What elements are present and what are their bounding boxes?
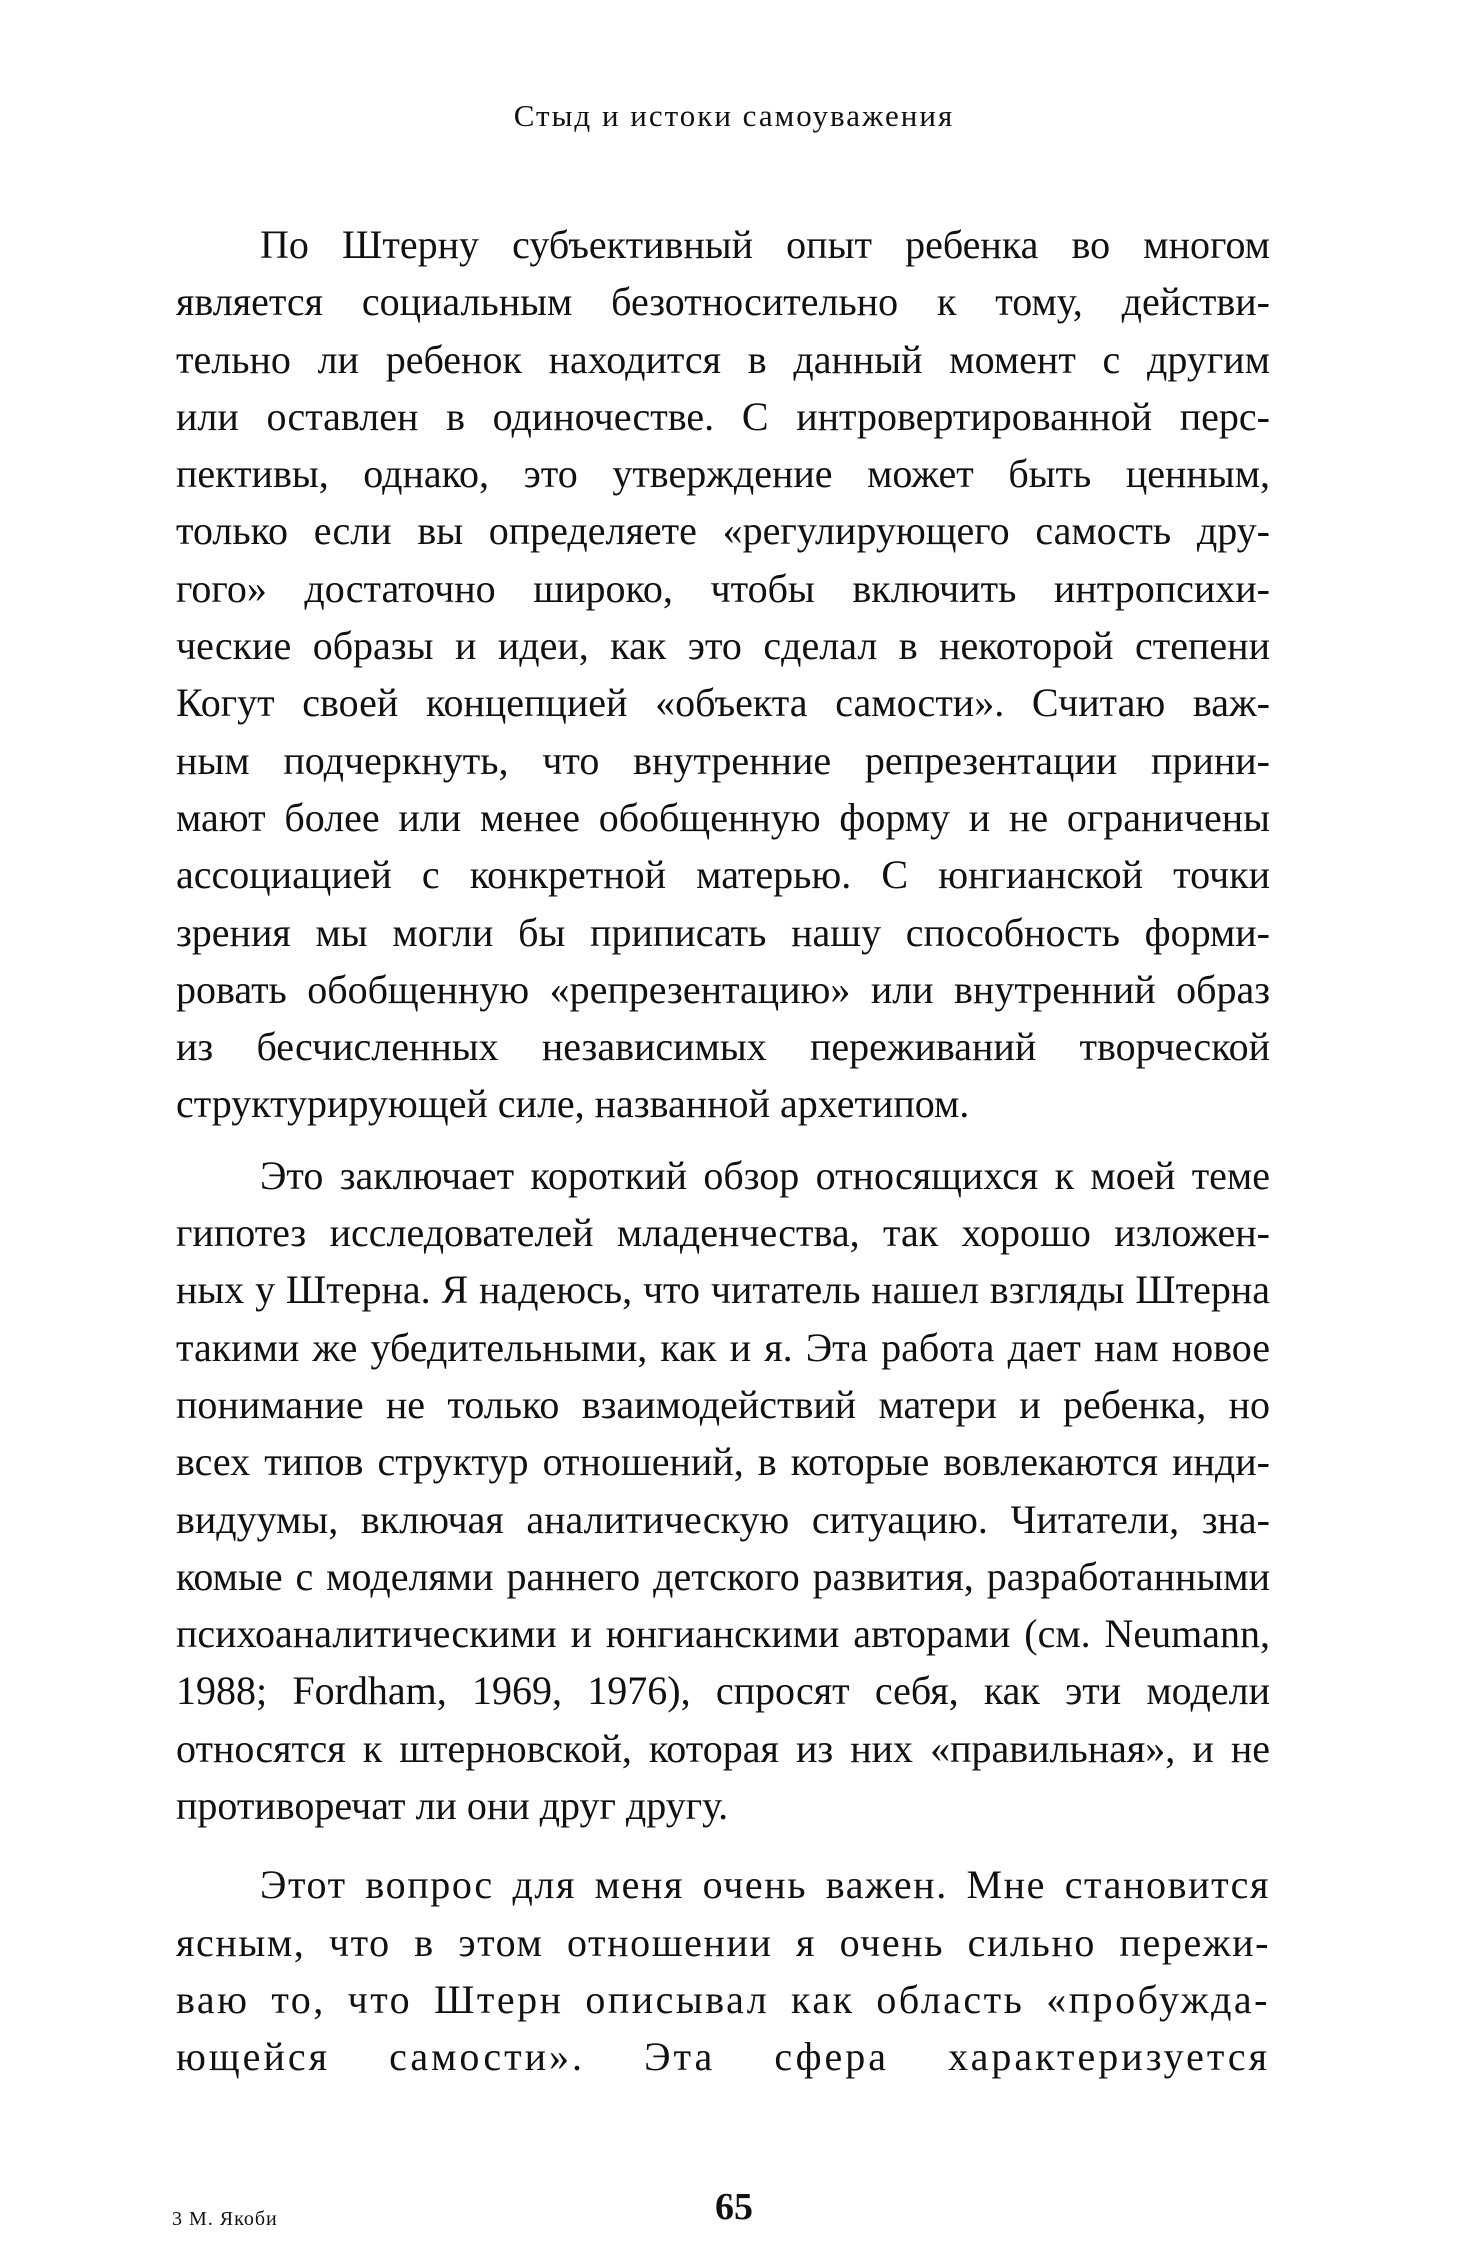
text-line: такими же убедительными, как и я. Эта работа дает нам новое bbox=[176, 1324, 1270, 1370]
text-line: или оставлен в одиночестве. С интровертированной перс- bbox=[176, 393, 1270, 439]
text-line: ных у Штерна. Я надеюсь, что читатель нашел взгляды Штерна bbox=[176, 1267, 1270, 1313]
text-line: является социальным безотносительно к тому, действи- bbox=[176, 279, 1270, 325]
body-text bbox=[176, 216, 1270, 2086]
paragraph-3 bbox=[176, 1856, 1270, 2085]
paragraph-1 bbox=[176, 216, 1270, 1133]
text-line: только если вы определяете «регулирующего самость дру- bbox=[176, 508, 1270, 554]
printer-signature-mark: 3 М. Якоби bbox=[172, 2208, 278, 2230]
text-line: гого» достаточно широко, чтобы включить интропсихи- bbox=[176, 565, 1270, 611]
text-line: понимание не только взаимодействий матери и ребенка, но bbox=[176, 1381, 1270, 1427]
text-line: тельно ли ребенок находится в данный момент с другим bbox=[176, 336, 1270, 382]
paragraph-2 bbox=[176, 1147, 1270, 1835]
text-line: Этот вопрос для меня очень важен. Мне становится bbox=[260, 1862, 1270, 1908]
text-line: гипотез исследователей младенчества, так хорошо изложен- bbox=[176, 1210, 1270, 1256]
text-line: ческие образы и идеи, как это сделал в некоторой степени bbox=[176, 623, 1270, 669]
text-line: комые с моделями раннего детского развития, разработанными bbox=[176, 1553, 1270, 1599]
text-line: Когут своей концепцией «объекта самости». Считаю важ- bbox=[176, 680, 1270, 726]
text-line: ясным, что в этом отношении я очень сильно пережи- bbox=[176, 1919, 1270, 1965]
text-line: 1988; Fordham, 1969, 1976), спросят себя, как эти модели bbox=[176, 1668, 1270, 1714]
text-line: ющейся самости». Эта сфера характеризуется bbox=[176, 2034, 1270, 2080]
text-line: мают более или менее обобщенную форму и не ограничены bbox=[176, 794, 1270, 840]
text-line: ровать обобщенную «репрезентацию» или внутренний образ bbox=[176, 966, 1270, 1012]
text-line: Это заключает короткий обзор относящихся к моей теме bbox=[260, 1152, 1270, 1198]
text-line: ным подчеркнуть, что внутренние репрезентации прини- bbox=[176, 737, 1270, 783]
text-line: видуумы, включая аналитическую ситуацию. Читатели, зна- bbox=[176, 1496, 1270, 1542]
text-line: ваю то, что Штерн описывал как область «пробужда- bbox=[176, 1976, 1270, 2022]
text-line: структурирующей силе, названной архетипом. bbox=[176, 1081, 970, 1127]
text-line: всех типов структур отношений, в которые вовлекаются инди- bbox=[176, 1439, 1270, 1485]
text-line: противоречат ли они друг другу. bbox=[176, 1783, 729, 1829]
text-line: из бесчисленных независимых переживаний творческой bbox=[176, 1024, 1270, 1070]
running-header: Стыд и истоки самоуважения bbox=[513, 98, 955, 133]
text-line: ассоциацией с конкретной матерью. С юнгианской точки bbox=[176, 852, 1270, 898]
text-line: По Штерну субъективный опыт ребенка во многом bbox=[260, 222, 1270, 267]
page-number: 65 bbox=[715, 2186, 753, 2228]
text-line: зрения мы могли бы приписать нашу способность форми- bbox=[176, 909, 1270, 955]
text-line: относятся к штерновской, которая из них «правильная», и не bbox=[176, 1725, 1270, 1771]
text-line: пективы, однако, это утверждение может быть ценным, bbox=[176, 451, 1270, 497]
text-line: психоаналитическими и юнгианскими авторами (см. Neumann, bbox=[176, 1611, 1270, 1657]
